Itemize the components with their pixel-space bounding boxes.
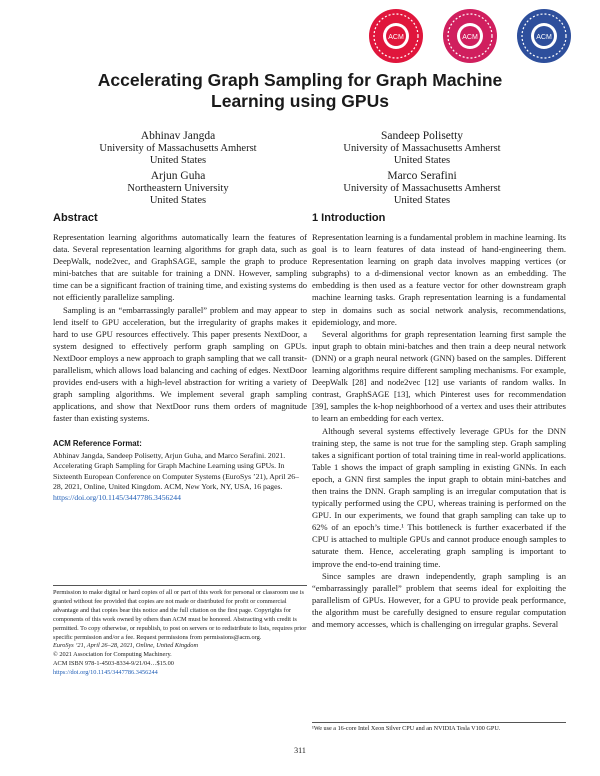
acm-reference-citation: Abhinav Jangda, Sandeep Polisetty, Arjun Guha, and Marco Serafini. 2021. Accelerating Graph Sampling for Graph Machine Learning using GPUs. In Sixteenth European Conference on Computer Systems (EuroSys ’21), April 26–28, 2021, Online, United Kingdom. ACM, New York, NY, USA, 16 pages. — [53, 450, 299, 492]
intro-paragraph: Representation learning is a fundamental problem in machine learning. Its goal is to learn features of data instead of hand-engineering them. Representation learning on graph data involves mapping vertices (or subgraphs) to a d-dimensional vector known as an embedding. The embedding is then used as a feature vector for other downstream graph machine learning tasks. Graph representation learning is a fundamental step in domains such as social network analysis, recommendations, epidemiology, and more. — [312, 232, 566, 327]
title-line-2: Learning using GPUs — [211, 91, 389, 111]
artifacts-evaluated-badge-icon — [442, 8, 498, 64]
acm-reference-text — [53, 451, 307, 504]
permission-isbn: ACM ISBN 978-1-4503-8334-9/21/04…$15.00 — [53, 660, 174, 668]
introduction-heading: 1 Introduction — [312, 212, 386, 224]
author-block — [48, 170, 308, 208]
author-country: United States — [149, 195, 207, 206]
author-name: Marco Serafini — [387, 170, 457, 182]
acm-reference-format — [53, 439, 307, 504]
abstract-paragraph: Sampling is an “embarrassingly parallel” problem and may appear to lend itself to GPU acceleration, but the irregularity of graphs makes it hard to use GPU resources effectively. This paper presents NextDoor, a system designed to effectively perform graph sampling on GPUs. NextDoor employs a new approach to graph sampling that we call transit-parallelism, which allows load balancing and caching of edges. NextDoor provides end-users with a high-level abstraction for writing a variety of graph sampling algorithms. We implement several graph sampling applications, and show that NextDoor runs them orders of magnitude faster than existing systems. — [53, 304, 307, 424]
left-column — [53, 212, 307, 503]
author-country: United States — [149, 155, 207, 166]
permission-copyright: © 2021 Association for Computing Machinery. — [53, 651, 172, 659]
author-country: United States — [393, 155, 451, 166]
author-affiliation: University of Massachusetts Amherst — [343, 182, 501, 194]
author-affiliation: University of Massachusetts Amherst — [343, 142, 501, 154]
paper-title — [40, 70, 560, 112]
author-name: Sandeep Polisetty — [380, 130, 464, 142]
acm-reference-heading: ACM Reference Format: — [53, 438, 142, 448]
permission-text: Permission to make digital or hard copies of all or part of this work for personal or classroom use is granted without fee provided that copies are not made or distributed for profit or commercial advantage and that copies bear this notice and the full citation on the first page. Copyrights for components of this work owned by others than ACM must be honored. Abstracting with credit is permitted. To copy otherwise, or republish, to post on servers or to redistribute to lists, requires prior specific permission and/or a fee. Request permissions from permissions@acm.org. — [53, 589, 307, 641]
artifact-badges — [368, 8, 572, 66]
intro-paragraph: Several algorithms for graph representation learning first sample the input graph to obtain mini-batches and then train a deep neural network (DNN) or a graph neural network (GNN) based on the samples. Different learning algorithms require different sampling mechanisms. For example, DeepWalk [28] and node2vec [12] use variants of random walks. In contrast, GraphSAGE [13], which Pinterest uses for recommendation [39], samples the k-hop neighborhood of a vertex and uses their attributes to learn an embedding for each vertex. — [312, 328, 566, 424]
author-block — [292, 170, 552, 208]
abstract-heading: Abstract — [53, 212, 98, 224]
footnote-text: ¹We use a 16-core Intel Xeon Silver CPU and an NVIDIA Tesla V100 GPU. — [312, 725, 501, 732]
svg-text:ACM: ACM — [388, 34, 404, 41]
permission-doi-link[interactable]: https://doi.org/10.1145/3447786.3456244 — [53, 669, 158, 677]
author-name: Abhinav Jangda — [140, 130, 216, 142]
results-reproduced-badge-icon — [516, 8, 572, 64]
svg-text:ACM: ACM — [536, 34, 552, 41]
svg-text:ACM: ACM — [462, 34, 478, 41]
page-number: 311 — [294, 746, 306, 755]
intro-paragraph: Although several systems effectively leverage GPUs for the DNN training step, the same is not true for the sampling step. Graph sampling takes a significant portion of total training time in real-world applications. Table 1 shows the impact of graph sampling in existing GNNs. In each epoch, a GNN first samples the input graph to obtain mini-batches and then trains the DNN. Graph sampling is an irregular computation that is typically performed using the CPU, whereas training is performed on the GPU. In our experiments, we found that graph sampling can take up to 62% of an epoch’s time.¹ This bottleneck is further exacerbated if the CPU is attached to multiple GPUs and cannot produce enough samples to saturate them. Hence, accelerating graph sampling is important to improve the end-to-end training time. — [312, 425, 566, 569]
author-affiliation: Northeastern University — [127, 182, 229, 194]
title-line-1: Accelerating Graph Sampling for Graph Machine — [97, 70, 503, 90]
footnote — [312, 722, 566, 733]
abstract-paragraph: Representation learning algorithms automatically learn the features of data. Several representation learning algorithms for graph data, such as DeepWalk, node2vec, and GraphSAGE, sample the graph to produce mini-batches that are suitable for training a DNN. However, sampling time can be a significant fraction of training time, and existing systems do not efficiently parallelize sampling. — [53, 232, 307, 303]
author-block — [48, 130, 308, 168]
acm-reference-doi-link[interactable]: https://doi.org/10.1145/3447786.3456244 — [53, 492, 181, 502]
right-column — [312, 212, 566, 630]
permission-venue: EuroSys ’21, April 26–28, 2021, Online, United Kingdom — [53, 642, 198, 650]
author-name: Arjun Guha — [150, 170, 206, 182]
intro-paragraph: Since samples are drawn independently, graph sampling is an “embarrassingly parallel” problem that seems ideal for exploiting the parallelism of GPUs. However, for a GPU to provide peak performance, the algorithm must be carefully designed to ensure regular computation and memory accesses, which is challenging on irregular graphs. Several — [312, 570, 566, 629]
author-block — [292, 130, 552, 168]
author-country: United States — [393, 195, 451, 206]
author-affiliation: University of Massachusetts Amherst — [99, 142, 257, 154]
artifacts-available-badge-icon — [368, 8, 424, 64]
permission-notice — [53, 585, 307, 678]
